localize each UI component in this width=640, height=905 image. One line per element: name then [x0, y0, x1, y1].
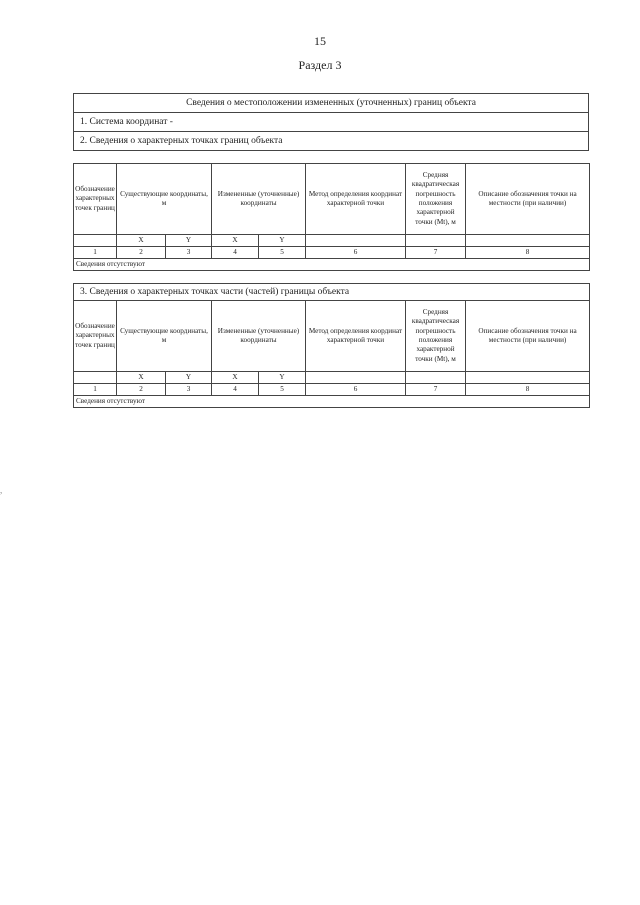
- column-number: 5: [259, 247, 306, 259]
- xy-cell: [306, 235, 406, 247]
- axis-label: Y: [166, 372, 212, 384]
- axis-label: Y: [166, 235, 212, 247]
- col-designation-header: Обозначение характерных точек границ: [74, 301, 117, 372]
- column-number: 6: [306, 384, 406, 396]
- points-table-2: [73, 283, 590, 408]
- col-method-header: Метод определения координат характерной точки: [306, 301, 406, 372]
- axis-label: X: [212, 372, 259, 384]
- column-number: 2: [117, 384, 166, 396]
- xy-cell: [406, 372, 466, 384]
- xy-cell: [306, 372, 406, 384]
- axis-label: Y: [259, 235, 306, 247]
- col-changed-header: Измененные (уточненные) координаты: [212, 301, 306, 372]
- col-error-header: Средняя квадратическая погрешность положения характерной точки (Mt), м: [406, 301, 466, 372]
- no-data-note: Сведения отсутствуют: [74, 396, 590, 408]
- section-title: Раздел 3: [298, 58, 342, 72]
- xy-cell: [466, 372, 590, 384]
- column-number: 8: [466, 247, 590, 259]
- points-heading-row: 2. Сведения о характерных точках границ объекта: [74, 132, 589, 151]
- scan-edge-mark: ,: [0, 485, 3, 495]
- column-number: 6: [306, 247, 406, 259]
- points-table-1: [73, 163, 590, 271]
- no-data-note: Сведения отсутствуют: [74, 259, 590, 271]
- col-error-header: Средняя квадратическая погрешность положения характерной точки (Mt), м: [406, 164, 466, 235]
- column-number: 1: [74, 384, 117, 396]
- axis-label: Y: [259, 372, 306, 384]
- column-number: 4: [212, 384, 259, 396]
- column-number: 7: [406, 247, 466, 259]
- col-changed-header: Измененные (уточненные) координаты: [212, 164, 306, 235]
- xy-cell: [466, 235, 590, 247]
- column-number: 1: [74, 247, 117, 259]
- column-number: 3: [166, 247, 212, 259]
- xy-cell: [74, 372, 117, 384]
- column-number: 7: [406, 384, 466, 396]
- column-number: 8: [466, 384, 590, 396]
- column-number: 4: [212, 247, 259, 259]
- xy-cell: [406, 235, 466, 247]
- col-description-header: Описание обозначения точки на местности (при наличии): [466, 301, 590, 372]
- col-existing-header: Существующие координаты, м: [117, 301, 212, 372]
- col-method-header: Метод определения координат характерной точки: [306, 164, 406, 235]
- xy-cell: [74, 235, 117, 247]
- page-number: 15: [314, 34, 326, 48]
- col-description-header: Описание обозначения точки на местности (при наличии): [466, 164, 590, 235]
- header-block: [73, 93, 589, 151]
- column-number: 3: [166, 384, 212, 396]
- axis-label: X: [212, 235, 259, 247]
- column-number: 2: [117, 247, 166, 259]
- coord-system-row: 1. Система координат -: [74, 113, 589, 132]
- table2-heading: 3. Сведения о характерных точках части (частей) границы объекта: [74, 284, 590, 301]
- col-existing-header: Существующие координаты, м: [117, 164, 212, 235]
- axis-label: X: [117, 235, 166, 247]
- column-number: 5: [259, 384, 306, 396]
- col-designation-header: Обозначение характерных точек границ: [74, 164, 117, 235]
- axis-label: X: [117, 372, 166, 384]
- header-title: Сведения о местоположении измененных (уточненных) границ объекта: [74, 94, 589, 113]
